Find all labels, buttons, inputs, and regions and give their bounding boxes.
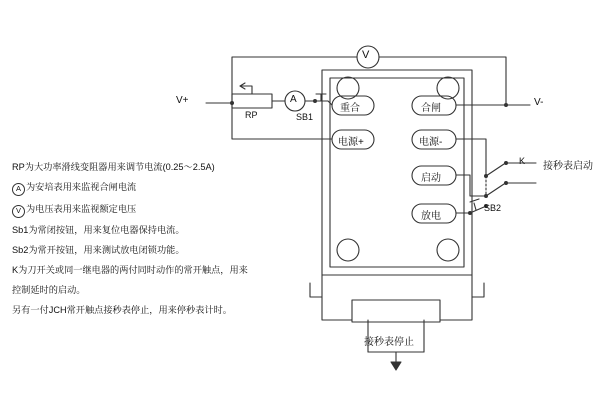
k-blade-1 <box>486 164 504 176</box>
terminal-label-chonghe: 重合 <box>340 103 360 114</box>
relay-mount-bottom-right <box>437 239 459 261</box>
note-line-2-row <box>12 180 227 196</box>
voltmeter-icon: V <box>12 205 25 218</box>
label-voltmeter: V <box>362 49 370 61</box>
node-vminus <box>504 103 508 107</box>
note-line-6: K为刀开关或同一继电器的两付同时动作的常开触点，用来 <box>12 265 248 276</box>
stopwatch-arrow <box>391 362 401 370</box>
terminal-label-power-pos: 电源+ <box>338 137 364 148</box>
ammeter-icon: A <box>12 183 25 196</box>
wire-base-left <box>310 283 322 297</box>
label-rp: RP <box>245 110 258 120</box>
terminal-label-fangdian: 放电 <box>421 211 441 222</box>
label-ammeter: A <box>290 94 297 105</box>
label-k: K <box>519 156 526 166</box>
label-sb2: SB2 <box>484 203 502 213</box>
node-vplus <box>230 101 234 105</box>
label-stopwatch-stop: 接秒表停止 <box>364 337 414 348</box>
terminal-label-qidong: 启动 <box>421 173 441 184</box>
wire-power-neg <box>456 139 486 160</box>
note-line-2: 为安培表用来监视合闸电流 <box>26 182 137 193</box>
label-v-minus: V- <box>534 97 544 108</box>
notes-block <box>12 160 248 323</box>
k-blade-2 <box>486 184 504 196</box>
relay-mount-bottom-left <box>337 239 359 261</box>
note-line-1: RP为大功率滑线变阻器用来调节电流(0.25～2.5A) <box>12 162 215 172</box>
relay-base-inner <box>352 300 440 322</box>
note-line-7: 控制延时的启动。 <box>12 285 86 296</box>
label-stopwatch-start: 接秒表启动 <box>543 161 593 172</box>
note-line-8: 另有一付JCH常开触点接秒表停止，用来停秒表计时。 <box>12 305 232 316</box>
terminal-label-power-neg: 电源- <box>419 137 443 148</box>
note-line-3-row <box>12 202 227 218</box>
sb2-actuator <box>474 203 476 210</box>
note-line-3: 为电压表用来监视额定电压 <box>26 203 137 214</box>
wire-base-right <box>472 283 484 297</box>
wire-qidong-to-k <box>456 175 486 196</box>
label-v-plus: V+ <box>176 95 189 106</box>
note-line-4: Sb1为常闭按钮，用来复位电器保持电流。 <box>12 225 185 236</box>
sb2-actuator-bar <box>470 199 479 202</box>
label-sb1: SB1 <box>296 112 314 122</box>
rheostat-box <box>232 94 272 108</box>
terminal-label-hezha: 合闸 <box>421 103 441 114</box>
note-line-5: Sb2为常开按钮，用来测试放电闭锁功能。 <box>12 245 185 256</box>
